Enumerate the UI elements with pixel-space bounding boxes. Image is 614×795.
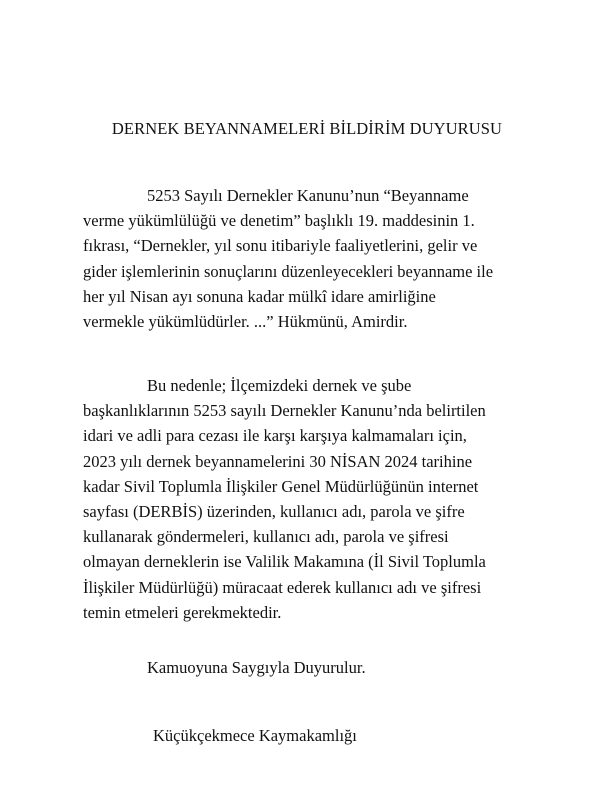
paragraph-line: olmayan derneklerin ise Valilik Makamına (İl Sivil Toplumla: [83, 552, 486, 572]
paragraph-instructions: [83, 373, 486, 625]
closing-line: Kamuoyuna Saygıyla Duyurulur.: [147, 658, 366, 677]
paragraph-line: idari ve adli para cezası ile karşı karşıya kalmamaları için,: [83, 426, 467, 446]
paragraph-line: Bu nedenle; İlçemizdeki dernek ve şube: [147, 376, 412, 395]
paragraph-line: vermekle yükümlüdürler. ...” Hükmünü, Amirdir.: [83, 312, 408, 332]
paragraph-line: verme yükümlülüğü ve denetim” başlıklı 19. maddesinin 1.: [83, 211, 475, 231]
paragraph-line: kadar Sivil Toplumla İlişkiler Genel Müdürlüğünün internet: [83, 476, 479, 496]
paragraph-line: temin etmeleri gerekmektedir.: [83, 602, 282, 622]
paragraph-line: kullanarak göndermeleri, kullanıcı adı, parola ve şifresi: [83, 527, 449, 547]
paragraph-line: her yıl Nisan ayı sonuna kadar mülkî idare amirliğine: [83, 286, 436, 306]
paragraph-line: sayfası (DERBİS) üzerinden, kullanıcı adı, parola ve şifre: [83, 502, 465, 522]
signature-authority: Küçükçekmece Kaymakamlığı: [153, 726, 357, 745]
paragraph-line: 5253 Sayılı Dernekler Kanunu’nun “Beyanname: [147, 186, 469, 205]
paragraph-line: gider işlemlerinin sonuçlarını düzenleyecekleri beyanname ile: [83, 261, 494, 281]
paragraph-line: başkanlıklarının 5253 sayılı Dernekler Kanunu’nda belirtilen: [83, 401, 486, 421]
paragraph-legal-reference: [83, 183, 493, 334]
paragraph-line: İlişkiler Müdürlüğü) müracaat ederek kullanıcı adı ve şifresi: [83, 577, 482, 597]
paragraph-line: 2023 yılı dernek beyannamelerini 30 NİSAN 2024 tarihine: [83, 451, 473, 471]
paragraph-line: fıkrası, “Dernekler, yıl sonu itibariyle faaliyetlerini, gelir ve: [83, 236, 478, 256]
document-title: DERNEK BEYANNAMELERİ BİLDİRİM DUYURUSU: [111, 119, 503, 138]
